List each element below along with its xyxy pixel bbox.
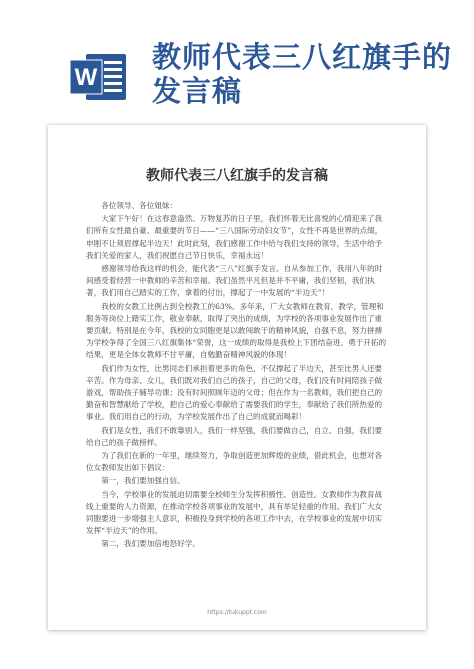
paragraph: 为了我们在新的一年里，继续努力，争取创造更加辉煌的业绩，借此机会，也想对各位女教师发出如下倡议： [86, 451, 383, 473]
page-header [0, 0, 474, 120]
paragraph: 当今，学校事业的发展迫切需要全校师生分发挥积极性、创造性。女教师作为教育战线上重要的人力资源，在推动学校各项事业的发展中，具有举足轻重的作用。我们广大女同胞要进一步增强主人意识，积极投身到学校的各项工作中去，在学校事业的发展中切实发挥“半边天”的作用。 [86, 489, 383, 536]
title-line-1: 教师代表三八红旗手的 [152, 40, 453, 74]
document-page [48, 125, 426, 630]
paragraph: 我们是女性，我们不敢靠别人，我们一样坚强，我们要做自己，自立、自强，我们要给自己的孩子做榜样。 [86, 425, 383, 447]
document-footer: https://tukuppt.com [207, 609, 267, 616]
paragraph: 各位领导、各位姐妹： [101, 201, 178, 210]
paragraph: 第二，我们要加倍地怒好学。 [101, 539, 200, 549]
svg-text:W: W [74, 64, 98, 91]
word-document-icon [70, 52, 128, 102]
paragraph: 大家下午好！在这春意盎然、万物复苏的日子里，我们怀着无比喜悦的心情迎来了我们所有女性最自豪、最重要的节日——“三八国际劳动妇女节”，女性不再是世界的点缀，申刚不让须眉撑起半边天！此时此刻，我们感谢工作中给与我们支持的领导，生活中给予我们关爱的家人，我们祝愿自己节日快乐，幸福永远！ [86, 214, 383, 260]
document-body [86, 200, 388, 552]
paragraph: 我们作为女性，比男同志们承担着更多的角色，不仅撑起了半边天，甚至比男人还要辛苦。作为母亲、女儿，我们既对我们自己的孩子，自己的父母，我们没有时间陪孩子做游戏，帮助孩子辅导功课；没有时间照顾年迈的父母；但在作为一名教师，我们把自己的勤奋和智慧献给了学校，把自己的爱心奉献给了需要我们的学生，奉献给了我们所热爱的事业。我们用自己的行动，为学校发展作出了自己的成就而喝彩！ [86, 363, 383, 422]
document-title: 教师代表三八红旗手的发言稿 [146, 168, 328, 184]
title-line-2: 发言稿 [152, 74, 243, 108]
paragraph: 我校的女教工比例占到全校教工的63%。多年来，广大女教师在教育，教学，管理和服务等岗位上踏实工作，敬业奉献，取得了突出的成绩，为学校的各项事业发展作出了重要贡献。特别是在今年，我校的女同胞更是以敢闯敢干的精神风貌，自强不息，努力拼搏为学校争得了全国三八红旗集体“荣誉，这一成绩的取得是我校上下团结奋进、勇于开拓的结果，更是全体女教师不甘平庸，自勉勤奋精神风貌的体现！ [86, 301, 387, 360]
paragraph: 感谢领导给我这样的机会，能代表“三八”红旗手发言。自从参加工作，我用八年的时间感受着经营一中教师的辛苦和幸福。我们虽然平凡但是并不平庸，我们坚韧，我们执著，我们用自己踏实的工作，拿着的付出，撑起了一中发展的“半边天”！ [86, 264, 383, 298]
paragraph: 第一，我们要加强自信。 [101, 476, 185, 486]
page-title [152, 40, 462, 108]
